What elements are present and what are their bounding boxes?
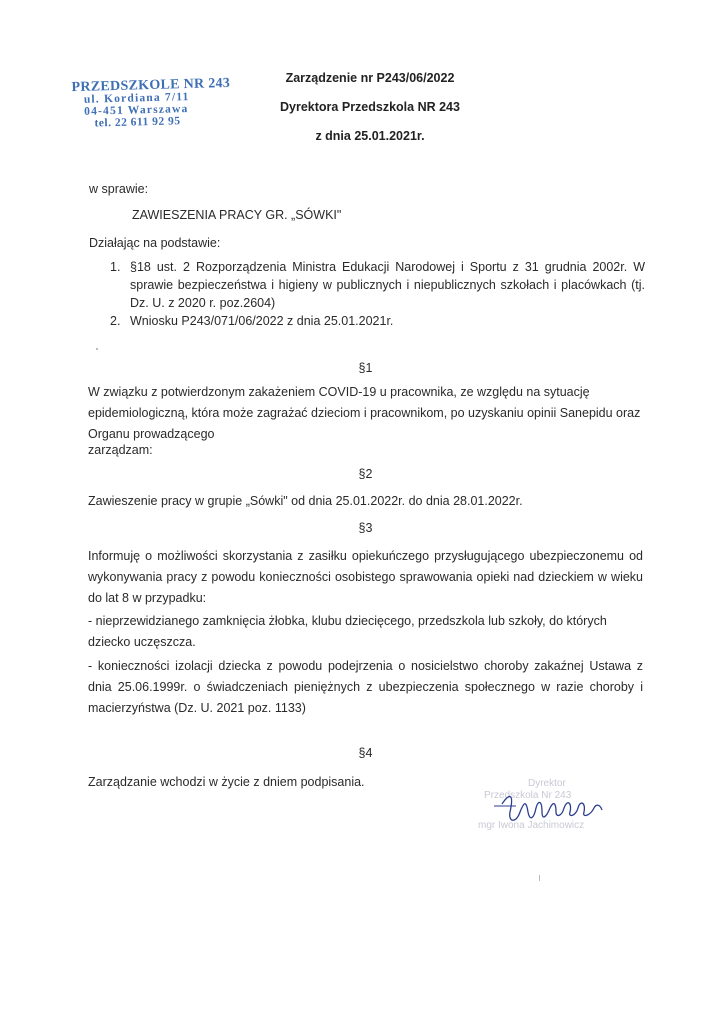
- stamp-line-phone: tel. 22 611 92 95: [94, 115, 181, 130]
- subject-title: ZAWIESZENIA PRACY GR. „SÓWKI": [132, 208, 342, 222]
- basis-item-number: 2.: [110, 314, 121, 328]
- stamp-line-city: 04-451 Warszawa: [84, 103, 189, 118]
- school-stamp: [71, 75, 232, 130]
- section-3-text: Informuję o możliwości skorzystania z zasiłku opiekuńczego przysługującego ubezpieczonemu od wykonywania pracy z powodu konieczności osobistego sprawowania opieki nad dzieckiem w wieku do lat 8 w przypadku:: [88, 549, 643, 605]
- section-4-title: §4: [358, 746, 373, 760]
- section-3-bullet: - konieczności izolacji dziecka z powodu podejrzenia o nosicielstwo choroby zakaźnej Ustawa z dnia 25.06.1999r. o świadczeniach pieniężnych z ubezpieczenia społecznego w razie choroby i macierzyństwa (Dz. U. 2021 poz. 1133): [88, 659, 643, 715]
- stamp-line-street: ul. Kordiana 7/11: [83, 91, 190, 106]
- basis-intro: Działając na podstawie:: [89, 236, 221, 250]
- scan-artifact: [539, 875, 540, 881]
- basis-item-text: Wniosku P243/071/06/2022 z dnia 25.01.2021r.: [130, 314, 394, 328]
- signature-stamp-person: mgr Iwona Jachimowicz: [478, 820, 585, 831]
- signature-stamp-institution: Przedszkola Nr 243: [484, 790, 572, 801]
- basis-item: [110, 258, 645, 312]
- section-1-title: §1: [358, 361, 373, 375]
- section-4-text: Zarządzanie wchodzi w życie z dniem podpisania.: [88, 775, 365, 789]
- section-1-decision: zarządzam:: [88, 443, 153, 457]
- section-3-title: §3: [358, 521, 373, 535]
- basis-item: [110, 312, 645, 330]
- section-2-text: Zawieszenie pracy w grupie „Sówki" od dnia 25.01.2022r. do dnia 28.01.2022r.: [88, 494, 523, 508]
- basis-list: [110, 258, 645, 330]
- stamp-line-name: PRZEDSZKOLE NR 243: [71, 75, 231, 96]
- subject-intro: w sprawie:: [89, 182, 149, 196]
- document-title: Zarządzenie nr P243/06/2022: [285, 71, 455, 85]
- basis-item-number: 1.: [110, 260, 121, 274]
- scan-artifact: [96, 348, 98, 350]
- section-2-title: §2: [358, 467, 373, 481]
- section-1-text: W związku z potwierdzonym zakażeniem COVID-19 u pracownika, ze względu na sytuację epidemiologiczną, która może zagrażać dzieciom i pracownikom, po uzyskaniu opinii Sanepidu oraz Organu prowadzącego: [88, 385, 641, 441]
- section-3-bullet: - nieprzewidzianego zamknięcia żłobka, klubu dziecięcego, przedszkola lub szkoły, do których dziecko uczęszcza.: [88, 614, 607, 649]
- document-issuer: Dyrektora Przedszkola NR 243: [280, 100, 460, 114]
- signature-stamp-title: Dyrektor: [528, 778, 566, 789]
- signature-block: [478, 778, 615, 850]
- basis-item-text: §18 ust. 2 Rozporządzenia Ministra Edukacji Narodowej i Sportu z 31 grudnia 2002r. W sprawie bezpieczeństwa i higieny w publicznych i niepublicznych szkołach i placówkach (tj. Dz. U. z 2020 r. poz.2604): [130, 260, 645, 310]
- handwritten-signature: [480, 782, 615, 832]
- document-date: z dnia 25.01.2021r.: [315, 129, 425, 143]
